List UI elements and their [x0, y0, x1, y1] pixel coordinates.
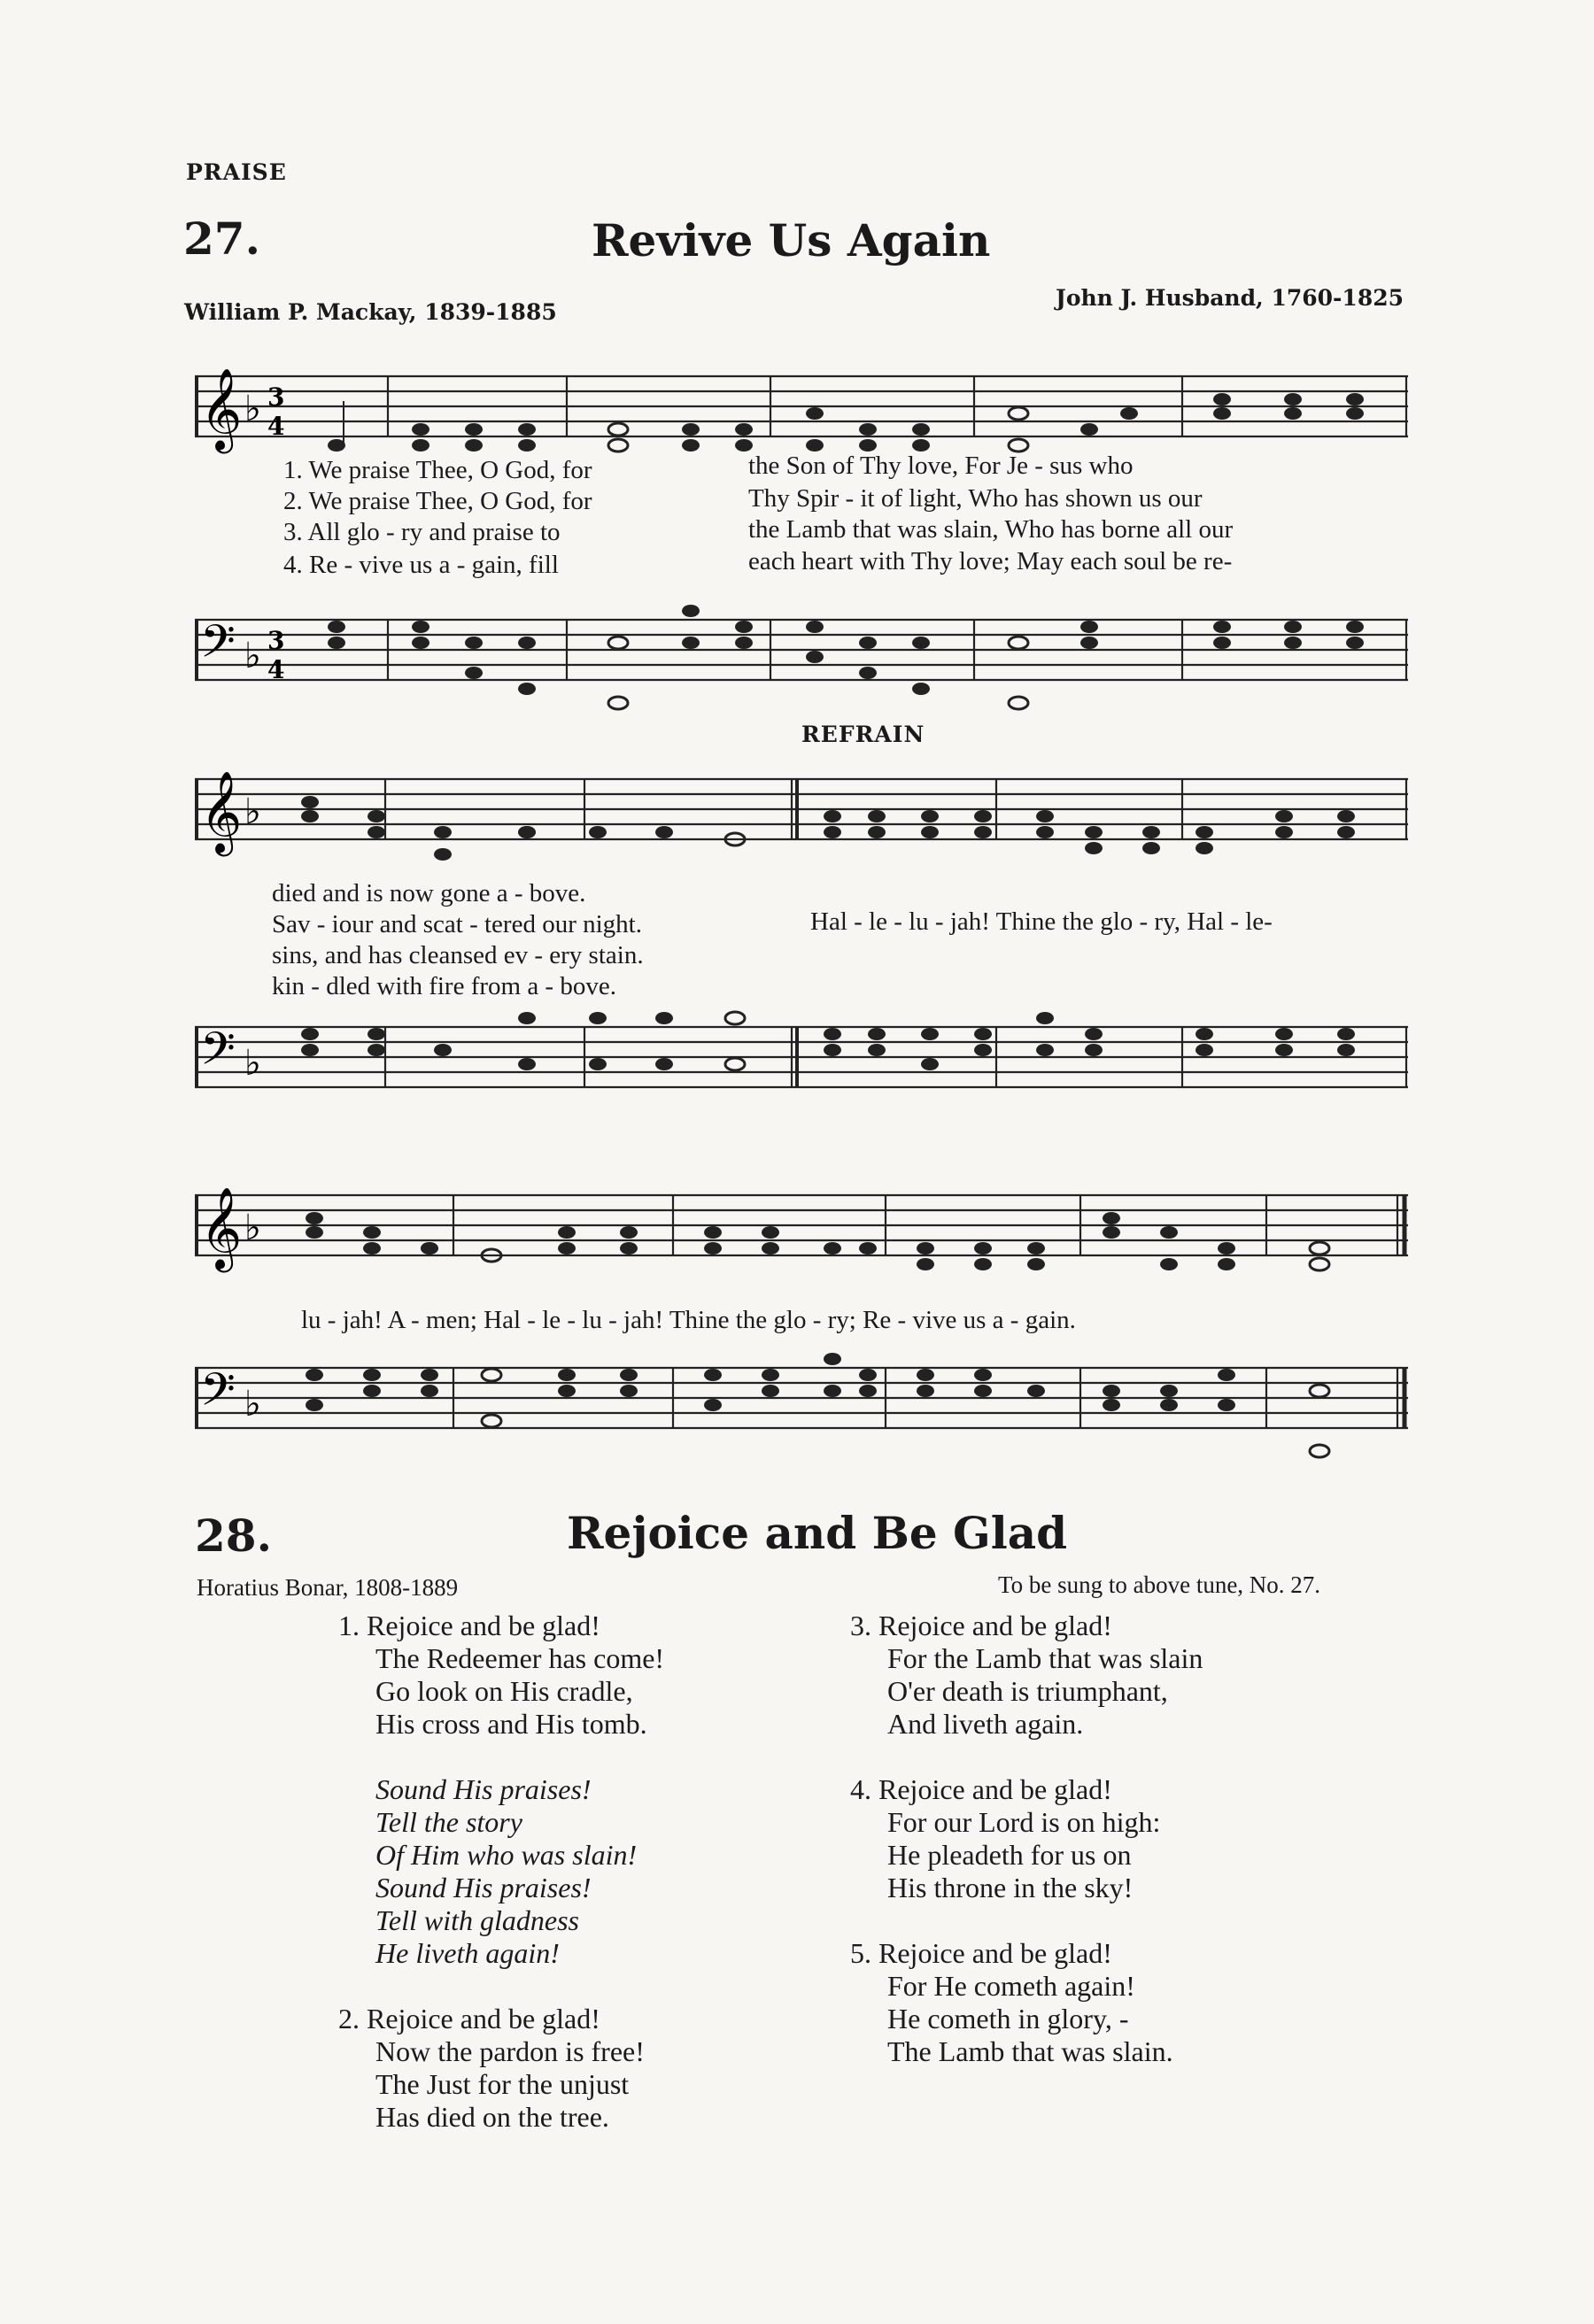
svg-text:♭: ♭: [244, 1043, 261, 1084]
hymn-28-tune-note: To be sung to above tune, No. 27.: [998, 1571, 1321, 1598]
system-3-bass-staff: [195, 1350, 1408, 1474]
chorus-line-3: Of Him who was slain!: [375, 1839, 638, 1871]
svg-text:𝄞: 𝄞: [200, 1186, 243, 1269]
stanza-3-line-1: 3. Rejoice and be glad!: [850, 1610, 1112, 1641]
stanza-4-line-1: 4. Rejoice and be glad!: [850, 1773, 1112, 1805]
stanza-4-line-4: His throne in the sky!: [887, 1872, 1134, 1903]
s3-lyric: lu - jah! A - men; Hal - le - lu - jah! Thine the glo - ry; Re - vive us a - gain.: [301, 1306, 1076, 1334]
svg-text:3: 3: [267, 626, 285, 655]
stanza-3-line-2: For the Lamb that was slain: [887, 1642, 1203, 1674]
s1-verse4-b: each heart with Thy love; May each soul be re-: [748, 547, 1233, 575]
svg-text:𝄢: 𝄢: [200, 1363, 236, 1427]
s1-verse2-b: Thy Spir - it of light, Who has shown us our: [748, 484, 1203, 513]
hymn-27-number: 27.: [183, 212, 260, 265]
svg-text:3: 3: [267, 382, 285, 412]
svg-text:♭: ♭: [244, 1384, 261, 1425]
chorus-line-6: He liveth again!: [375, 1937, 560, 1969]
stanza-1-line-3: Go look on His cradle,: [375, 1675, 633, 1707]
stanza-2-line-3: The Just for the unjust: [375, 2068, 630, 2100]
s2-refrain-lyric: Hal - le - lu - jah! Thine the glo - ry, Hal - le-: [810, 907, 1273, 936]
svg-text:4: 4: [267, 412, 285, 441]
chorus-line-5: Tell with gladness: [375, 1904, 579, 1936]
svg-text:𝄢: 𝄢: [200, 1022, 236, 1086]
stanza-5-line-2: For He cometh again!: [887, 1970, 1135, 2002]
chorus-line-2: Tell the story: [375, 1806, 522, 1838]
s1-verse1-a: 1. We praise Thee, O God, for: [283, 456, 592, 484]
svg-text:𝄢: 𝄢: [200, 614, 236, 679]
s1-verse4-a: 4. Re - vive us a - gain, fill: [283, 551, 559, 579]
svg-text:𝄞: 𝄞: [200, 367, 243, 450]
system-1-bass-staff: [195, 602, 1408, 717]
chorus-line-4: Sound His praises!: [375, 1872, 592, 1903]
system-2-bass-staff: [195, 1009, 1408, 1116]
stanza-2-line-2: Now the pardon is free!: [375, 2035, 645, 2067]
stanza-5-line-1: 5. Rejoice and be glad!: [850, 1937, 1112, 1969]
stanza-2-line-1: 2. Rejoice and be glad!: [338, 2003, 600, 2034]
stanza-4-line-3: He pleadeth for us on: [887, 1839, 1132, 1871]
section-heading: PRAISE: [186, 159, 287, 185]
stanza-4-line-2: For our Lord is on high:: [887, 1806, 1161, 1838]
svg-text:♭: ♭: [244, 1208, 261, 1248]
s1-verse3-b: the Lamb that was slain, Who has borne all our: [748, 515, 1234, 544]
s1-verse3-a: 3. All glo - ry and praise to: [283, 518, 561, 546]
poem-right-column: [850, 1610, 1203, 2068]
stanza-3-line-3: O'er death is triumphant,: [887, 1675, 1168, 1707]
svg-text:♭: ♭: [244, 636, 261, 676]
s2-verse4: kin - dled with fire from a - bove.: [272, 972, 616, 1000]
stanza-5-line-3: He cometh in glory, -: [887, 2003, 1129, 2034]
refrain-label: REFRAIN: [801, 722, 925, 747]
system-1-treble-staff: [195, 359, 1408, 456]
s1-verse2-a: 2. We praise Thee, O God, for: [283, 487, 592, 515]
svg-text:♭: ♭: [244, 791, 261, 832]
system-2-treble-staff: [195, 761, 1408, 868]
stanza-2-line-4: Has died on the tree.: [375, 2101, 609, 2133]
system-3-treble-staff: [195, 1177, 1408, 1284]
stanza-1-line-4: His cross and His tomb.: [375, 1708, 647, 1740]
chorus-line-1: Sound His praises!: [375, 1773, 592, 1805]
svg-text:𝄞: 𝄞: [200, 770, 243, 853]
hymn-28-number: 28.: [195, 1509, 272, 1562]
s2-verse2: Sav - iour and scat - tered our night.: [272, 910, 642, 938]
stanza-1-line-2: The Redeemer has come!: [375, 1642, 665, 1674]
s2-verse1: died and is now gone a - bove.: [272, 879, 586, 907]
hymn-27-music-credit: John J. Husband, 1760-1825: [1056, 285, 1404, 311]
stanza-1-line-1: 1. Rejoice and be glad!: [338, 1610, 600, 1641]
hymn-28-author: Horatius Bonar, 1808-1889: [197, 1574, 459, 1601]
hymn-28-title: Rejoice and Be Glad: [567, 1507, 1068, 1559]
s2-verse3: sins, and has cleansed ev - ery stain.: [272, 941, 644, 969]
hymn-27-title: Revive Us Again: [592, 214, 991, 266]
s1-verse1-b: the Son of Thy love, For Je - sus who: [748, 452, 1134, 480]
svg-text:♭: ♭: [244, 389, 261, 429]
svg-text:4: 4: [267, 655, 285, 684]
stanza-3-line-4: And liveth again.: [887, 1708, 1084, 1740]
hymn-27-words-credit: William P. Mackay, 1839-1885: [184, 299, 557, 325]
poem-left-column: [338, 1610, 664, 2134]
stanza-5-line-4: The Lamb that was slain.: [887, 2035, 1173, 2067]
